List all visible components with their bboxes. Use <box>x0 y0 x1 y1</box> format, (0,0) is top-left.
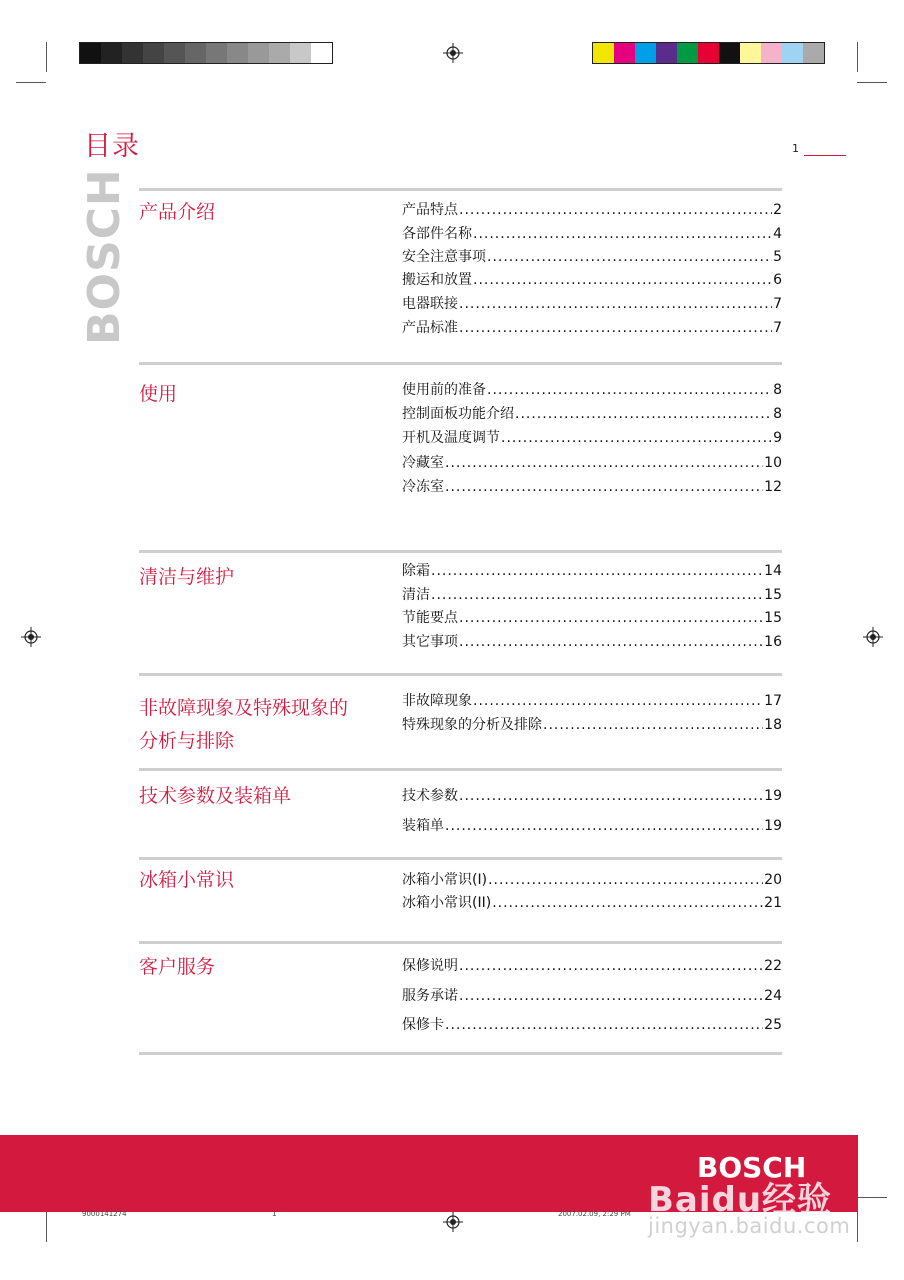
toc-entry-page: 19 <box>764 818 782 834</box>
section-divider <box>139 1052 782 1055</box>
watermark-url: jingyan.baidu.com <box>648 1214 851 1238</box>
color-swatch <box>206 43 227 63</box>
crop-mark <box>857 1197 887 1198</box>
footer-brand-logo: BOSCH <box>697 1151 807 1184</box>
leader-dots <box>473 270 772 290</box>
toc-entry-label: 非故障现象 <box>402 693 472 709</box>
toc-entry-page: 9 <box>773 430 782 446</box>
leader-dots <box>487 380 772 400</box>
color-swatch <box>164 43 185 63</box>
toc-entry-page: 8 <box>773 382 782 398</box>
toc-entry-page: 4 <box>773 226 782 242</box>
section-divider <box>139 188 782 191</box>
section-divider <box>139 673 782 676</box>
color-swatch <box>122 43 143 63</box>
toc-entry[interactable] <box>402 380 782 400</box>
toc-entry[interactable] <box>402 715 782 735</box>
toc-entry[interactable] <box>402 585 782 605</box>
section-title-product-intro: 产品介绍 <box>139 201 216 223</box>
leader-dots <box>459 632 763 652</box>
leader-dots <box>431 585 763 605</box>
toc-entry-page: 12 <box>764 479 782 495</box>
color-swatch <box>80 43 101 63</box>
toc-entry-page: 6 <box>773 272 782 288</box>
leader-dots <box>431 561 763 581</box>
section-title-customer-service: 客户服务 <box>139 956 216 978</box>
toc-entry-page: 15 <box>764 610 782 626</box>
toc-entry[interactable] <box>402 428 782 448</box>
toc-entry-label: 冰箱小常识(I) <box>402 872 488 888</box>
toc-entry-page: 15 <box>764 587 782 603</box>
toc-entry-label: 特殊现象的分析及排除 <box>402 717 542 733</box>
toc-entry[interactable] <box>402 956 782 976</box>
section-divider <box>139 550 782 553</box>
toc-entry-page: 7 <box>773 296 782 312</box>
toc-entry[interactable] <box>402 893 782 913</box>
leader-dots <box>459 956 763 976</box>
toc-entry[interactable] <box>402 816 782 836</box>
toc-entry-page: 14 <box>764 563 782 579</box>
footer-code: 9000141274 <box>82 1210 127 1218</box>
section-title-tips: 冰箱小常识 <box>139 869 235 891</box>
color-swatch <box>143 43 164 63</box>
color-swatch <box>698 43 719 63</box>
toc-entry-page: 17 <box>764 693 782 709</box>
toc-entry-label: 保修说明 <box>402 958 458 974</box>
toc-entry-label: 服务承诺 <box>402 988 458 1004</box>
toc-entry-label: 清洁 <box>402 587 430 603</box>
leader-dots <box>492 893 763 913</box>
color-swatch <box>311 43 332 63</box>
watermark-logo: Baidu经验 <box>648 1180 833 1220</box>
toc-entry-page: 19 <box>764 788 782 804</box>
gray-calibration-bar <box>79 42 333 64</box>
toc-entry-page: 25 <box>764 1017 782 1033</box>
crop-mark <box>46 42 47 72</box>
toc-entry-page: 5 <box>773 249 782 265</box>
color-swatch <box>719 43 740 63</box>
toc-entry-label: 开机及温度调节 <box>402 430 500 446</box>
toc-entry-page: 7 <box>773 320 782 336</box>
leader-dots <box>459 294 772 314</box>
page-number: 1 <box>792 142 799 155</box>
color-swatch <box>290 43 311 63</box>
leader-dots <box>488 870 763 890</box>
page-number-rule <box>804 155 846 156</box>
leader-dots <box>459 786 763 806</box>
color-swatch <box>614 43 635 63</box>
toc-entry[interactable] <box>402 404 782 424</box>
toc-entry-label: 装箱单 <box>402 818 444 834</box>
registration-mark-icon <box>443 1212 463 1232</box>
color-swatch <box>269 43 290 63</box>
section-divider <box>139 768 782 771</box>
toc-entry[interactable] <box>402 477 782 497</box>
section-divider <box>139 857 782 860</box>
footer-timestamp: 2007.02.09, 2:29 PM <box>558 1210 631 1218</box>
toc-entry[interactable] <box>402 294 782 314</box>
toc-entry-label: 技术参数 <box>402 788 458 804</box>
color-swatch <box>740 43 761 63</box>
color-swatch <box>656 43 677 63</box>
toc-entry-page: 18 <box>764 717 782 733</box>
leader-dots <box>459 608 763 628</box>
crop-mark <box>857 42 858 72</box>
registration-mark-icon <box>443 43 463 63</box>
leader-dots <box>473 224 772 244</box>
color-swatch <box>227 43 248 63</box>
toc-entry-page: 21 <box>764 895 782 911</box>
leader-dots <box>445 477 763 497</box>
toc-entry-label: 各部件名称 <box>402 226 472 242</box>
toc-entry[interactable] <box>402 870 782 890</box>
toc-entry-label: 产品标准 <box>402 320 458 336</box>
toc-entry[interactable] <box>402 632 782 652</box>
section-title-usage: 使用 <box>139 383 178 405</box>
leader-dots <box>445 453 763 473</box>
color-swatch <box>593 43 614 63</box>
toc-entry-page: 16 <box>764 634 782 650</box>
toc-entry[interactable] <box>402 318 782 338</box>
toc-entry[interactable] <box>402 691 782 711</box>
toc-entry[interactable] <box>402 270 782 290</box>
section-title-specs: 技术参数及装箱单 <box>139 785 292 807</box>
toc-entry-label: 其它事项 <box>402 634 458 650</box>
toc-entry-label: 除霜 <box>402 563 430 579</box>
color-swatch <box>185 43 206 63</box>
toc-entry-label: 冰箱小常识(II) <box>402 895 492 911</box>
color-swatch <box>101 43 122 63</box>
color-swatch <box>782 43 803 63</box>
registration-mark-icon <box>863 627 883 647</box>
toc-entry[interactable] <box>402 453 782 473</box>
toc-entry[interactable] <box>402 608 782 628</box>
section-title-troubleshooting-line2: 分析与排除 <box>139 730 235 752</box>
color-swatch <box>761 43 782 63</box>
toc-entry-label: 安全注意事项 <box>402 249 486 265</box>
toc-entry-page: 22 <box>764 958 782 974</box>
leader-dots <box>459 200 772 220</box>
toc-entry-page: 2 <box>773 202 782 218</box>
color-swatch <box>803 43 824 63</box>
toc-entry-label: 冷冻室 <box>402 479 444 495</box>
leader-dots <box>501 428 772 448</box>
toc-entry[interactable] <box>402 247 782 267</box>
leader-dots <box>487 247 772 267</box>
leader-dots <box>445 1015 763 1035</box>
toc-entry[interactable] <box>402 786 782 806</box>
color-calibration-bar <box>592 42 825 64</box>
toc-entry-label: 保修卡 <box>402 1017 444 1033</box>
section-title-cleaning: 清洁与维护 <box>139 566 235 588</box>
section-divider <box>139 941 782 944</box>
footer-page: 1 <box>272 1210 277 1218</box>
leader-dots <box>473 691 763 711</box>
leader-dots <box>543 715 763 735</box>
toc-entry[interactable] <box>402 200 782 220</box>
page-title: 目录 <box>84 131 140 162</box>
toc-entry-page: 10 <box>764 455 782 471</box>
leader-dots <box>459 318 772 338</box>
toc-entry-page: 8 <box>773 406 782 422</box>
leader-dots <box>459 986 763 1006</box>
toc-entry-label: 使用前的准备 <box>402 382 486 398</box>
crop-mark <box>857 1212 858 1242</box>
section-divider <box>139 362 782 365</box>
color-swatch <box>635 43 656 63</box>
toc-entry-label: 搬运和放置 <box>402 272 472 288</box>
section-title-troubleshooting: 非故障现象及特殊现象的 <box>139 697 349 719</box>
toc-entry-label: 控制面板功能介绍 <box>402 406 514 422</box>
toc-entry[interactable] <box>402 986 782 1006</box>
toc-entry-page: 20 <box>764 872 782 888</box>
crop-mark <box>16 82 46 83</box>
color-swatch <box>677 43 698 63</box>
registration-mark-icon <box>21 627 41 647</box>
leader-dots <box>515 404 772 424</box>
toc-entry-page: 24 <box>764 988 782 1004</box>
toc-entry-label: 节能要点 <box>402 610 458 626</box>
toc-entry-label: 产品特点 <box>402 202 458 218</box>
color-swatch <box>248 43 269 63</box>
toc-entry-label: 电器联接 <box>402 296 458 312</box>
crop-mark <box>857 82 887 83</box>
toc-entry[interactable] <box>402 224 782 244</box>
vertical-brand-logo: BOSCH <box>79 168 130 345</box>
toc-entry-label: 冷藏室 <box>402 455 444 471</box>
toc-entry[interactable] <box>402 1015 782 1035</box>
toc-entry[interactable] <box>402 561 782 581</box>
crop-mark <box>46 1212 47 1242</box>
leader-dots <box>445 816 763 836</box>
